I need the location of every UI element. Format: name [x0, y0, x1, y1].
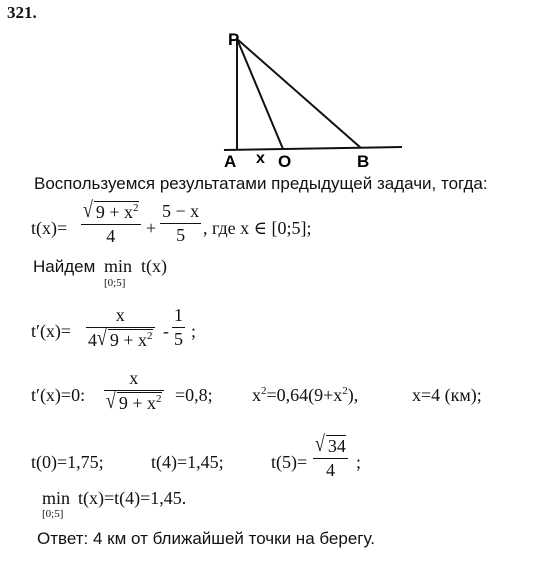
- derivative-frac2: $\frac{1}{5}$: [174, 305, 183, 349]
- shore-line: [224, 147, 402, 150]
- label-x: x: [256, 150, 265, 167]
- derivative-end: ;: [191, 321, 197, 341]
- derivative-minus: -: [163, 321, 169, 341]
- segment-PB: [237, 39, 361, 148]
- equation-2: $x^2=0,64(9+x^2)$,: [252, 385, 359, 405]
- equation-result: x=4 (км);: [412, 385, 482, 405]
- value-t0: t(0)=1,75;: [31, 452, 104, 472]
- label-O: O: [278, 152, 292, 168]
- equation-rhs: =0,8;: [175, 385, 213, 405]
- value-t4: t(4)=1,45;: [151, 452, 224, 472]
- derivative-frac: $\frac{x}{4√ 9 + x^2}$: [88, 305, 153, 350]
- min-result-interval: [0;5]: [42, 508, 64, 520]
- label-P: P: [228, 30, 240, 49]
- intro-text: Воспользуемся результатами предыдущей задачи, тогда:: [34, 174, 488, 193]
- min-result-min: min: [42, 488, 71, 508]
- formula-t-frac2: $\frac{5 - x}{5}$: [162, 201, 200, 245]
- equation-lhs: t′(x)=0:: [31, 385, 86, 405]
- formula-t-frac1: $\frac{√ 9 + x^2}{4}$: [83, 196, 139, 246]
- answer-text: Ответ: 4 км от ближайшей точки на берегу.: [37, 529, 375, 548]
- label-A: A: [224, 152, 237, 168]
- formula-t-lhs: t(x)=: [31, 218, 68, 238]
- find-interval: [0;5]: [104, 277, 126, 289]
- geometry-figure: [180, 28, 410, 168]
- min-result-expr: t(x)=t(4)=1,45.: [78, 488, 187, 508]
- segment-PO: [237, 39, 283, 149]
- problem-number: 321.: [7, 3, 37, 22]
- formula-t-plus: +: [146, 218, 157, 238]
- equation-frac: $\frac{x}{√ 9 + x^2}$: [106, 368, 162, 413]
- value-t5-frac: $\frac{√ 34}{4}$: [315, 430, 346, 480]
- value-t5-end: ;: [356, 452, 362, 472]
- formula-t-domain: , где x ∈ [0;5];: [203, 218, 312, 238]
- value-t5-lhs: t(5)=: [271, 452, 308, 472]
- find-label: Найдем: [33, 257, 96, 276]
- label-B: B: [357, 152, 370, 168]
- find-fn: t(x): [141, 256, 167, 276]
- find-min: min: [104, 256, 133, 276]
- derivative-lhs: t′(x)=: [31, 321, 72, 341]
